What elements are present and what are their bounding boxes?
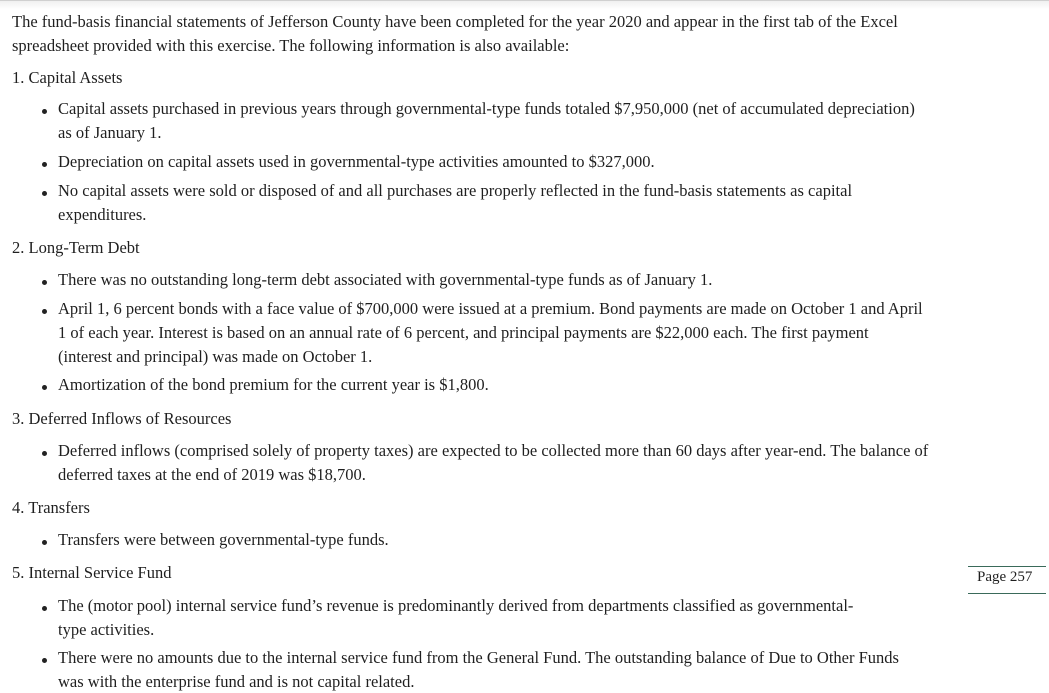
bullet-icon — [42, 309, 47, 314]
list-item-line: Amortization of the bond premium for the current year is $1,800. — [58, 375, 489, 394]
section-heading-internal-service-fund: 5. Internal Service Fund — [12, 563, 172, 582]
list-item-line: 1 of each year. Interest is based on an annual rate of 6 percent, and principal payments are $22,000 each. The first payment — [58, 323, 869, 342]
page-number: Page 257 — [977, 569, 1033, 585]
bullet-icon — [42, 658, 47, 663]
bullet-icon — [42, 385, 47, 390]
intro-line-2: spreadsheet provided with this exercise. The following information is also available: — [12, 36, 570, 55]
bullet-icon — [42, 162, 47, 167]
bullet-icon — [42, 280, 47, 285]
bullet-icon — [42, 451, 47, 456]
list-item-line: Depreciation on capital assets used in governmental-type activities amounted to $327,000. — [58, 152, 655, 171]
list-item-line: There was no outstanding long-term debt associated with governmental-type funds as of January 1. — [58, 270, 713, 289]
bullet-icon — [42, 540, 47, 545]
section-heading-transfers: 4. Transfers — [12, 498, 90, 517]
list-item-line: type activities. — [58, 620, 155, 639]
list-item-line: deferred taxes at the end of 2019 was $18,700. — [58, 465, 366, 484]
list-item-line: (interest and principal) was made on October 1. — [58, 347, 373, 366]
list-item-line: as of January 1. — [58, 123, 162, 142]
section-heading-capital-assets: 1. Capital Assets — [12, 68, 123, 87]
list-item-line: Deferred inflows (comprised solely of property taxes) are expected to be collected more than 60 days after year-end. The balance of — [58, 441, 929, 460]
list-item-line: Transfers were between governmental-type funds. — [58, 530, 389, 549]
list-item-line: No capital assets were sold or disposed of and all purchases are properly reflected in the fund-basis statements as capital — [58, 181, 853, 200]
top-edge — [0, 0, 1049, 9]
intro-line-1: The fund-basis financial statements of Jefferson County have been completed for the year 2020 and appear in the first tab of the Excel — [12, 12, 898, 31]
list-item-line: Capital assets purchased in previous years through governmental-type funds totaled $7,950,000 (net of accumulated depreciation) — [58, 99, 915, 118]
bullet-icon — [42, 191, 47, 196]
list-item-line: was with the enterprise fund and is not capital related. — [58, 672, 415, 691]
bullet-icon — [42, 606, 47, 611]
section-heading-long-term-debt: 2. Long-Term Debt — [12, 238, 140, 257]
list-item-line: The (motor pool) internal service fund’s revenue is predominantly derived from departments classified as governmental- — [58, 596, 854, 615]
list-item-line: There were no amounts due to the internal service fund from the General Fund. The outstanding balance of Due to Other Funds — [58, 648, 899, 667]
list-item-line: April 1, 6 percent bonds with a face value of $700,000 were issued at a premium. Bond payments are made on October 1 and April — [58, 299, 923, 318]
bullet-icon — [42, 109, 47, 114]
list-item-line: expenditures. — [58, 205, 147, 224]
section-heading-deferred-inflows: 3. Deferred Inflows of Resources — [12, 409, 232, 428]
